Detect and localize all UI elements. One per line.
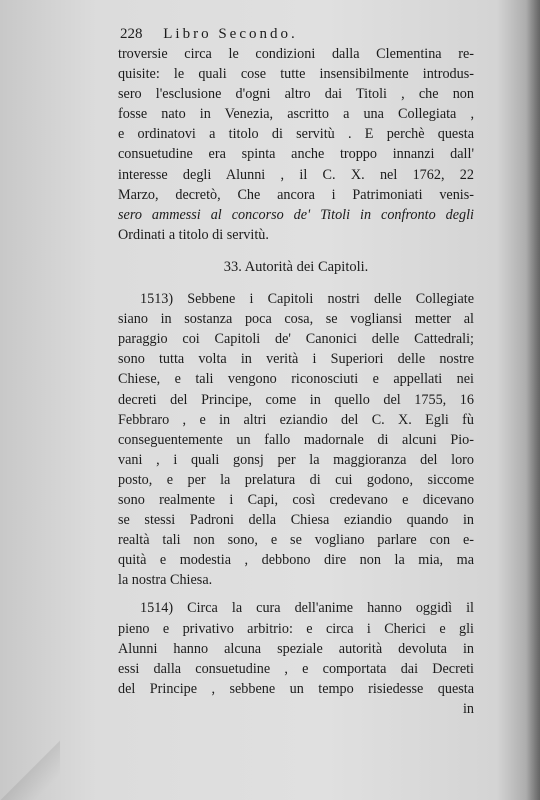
text-line: 1514) Circa la cura dell'anime hanno oggidì il (140, 600, 474, 617)
running-header (120, 26, 440, 43)
paragraph-intro (118, 44, 474, 245)
text-line: quità e modestia , debbono dire non la mia, ma (118, 552, 474, 569)
text-line: Febbraro , e in altri eziandio del C. X. Egli fù (118, 411, 474, 428)
spine-shadow (526, 0, 540, 800)
page-corner-shadow (0, 740, 60, 800)
text-line: paraggio coi Capitoli de' Canonici delle Cattedrali; (118, 331, 474, 348)
text-line: pieno e privativo arbitrio: e circa i Cherici e gli (118, 620, 474, 637)
section-title: 33. Autorità dei Capitoli. (223, 258, 369, 275)
text-line: quisite: le quali cose tutte insensibilmente introdus- (118, 66, 474, 83)
catchword: in (462, 700, 474, 717)
running-title: Libro Secondo. (163, 26, 298, 42)
text-line: sero l'esclusione d'ogni altro dai Titoli , che non (118, 86, 474, 103)
text-line: se stessi Padroni della Chiesa eziandio quando in (118, 512, 474, 529)
text-line: sono tutta volta in verità i Superiori delle nostre (118, 351, 474, 368)
text-line: fosse nato in Venezia, ascritto a una Collegiata , (118, 106, 474, 123)
text-line: consuetudine era spinta anche troppo innanzi dall' (118, 146, 474, 163)
paragraph-1513 (118, 289, 474, 590)
text-line: conseguentemente un fallo madornale di alcuni Pio- (118, 431, 474, 448)
text-line: interesse degli Alunni , il C. X. nel 1762, 22 (118, 166, 474, 183)
page-number: 228 (120, 26, 143, 42)
text-line: Ordinati a titolo di servitù. (118, 226, 269, 243)
paragraph-1514 (118, 598, 474, 719)
text-line: realtà tali non sono, e se vogliano parlare con e- (118, 532, 474, 549)
text-line: Marzo, decretò, Che ancora i Patrimoniati venis- (118, 186, 474, 203)
text-line: e ordinatovi a titolo di servitù . E perchè questa (118, 126, 474, 143)
text-line: posto, e per la prelatura di cui godono, siccome (118, 471, 474, 488)
text-line: Alunni hanno alcuna speziale autorità devoluta in (118, 640, 474, 657)
text-line: decreti del Principe, come in quello del 1755, 16 (118, 391, 474, 408)
text-line: sono realmente i Capi, così credevano e dicevano (118, 491, 474, 508)
text-line: la nostra Chiesa. (118, 572, 213, 589)
text-line: siano in sostanza poca cosa, se vogliansi metter al (118, 311, 474, 328)
text-line: del Principe , sebbene un tempo risiedesse questa (118, 680, 474, 697)
text-line: sero ammessi al concorso de' Titoli in confronto degli (118, 206, 474, 223)
text-line: essi dalla consuetudine , e comportata dai Decreti (118, 660, 474, 677)
text-line: troversie circa le condizioni dalla Clementina re- (118, 46, 474, 62)
text-line: 1513) Sebbene i Capitoli nostri delle Collegiate (140, 291, 474, 308)
page-body (118, 44, 474, 719)
text-line: vani , i quali gonsj per la maggioranza del loro (118, 451, 474, 468)
text-line: Chiese, e tali vengono riconosciuti e appellati nei (118, 371, 474, 388)
